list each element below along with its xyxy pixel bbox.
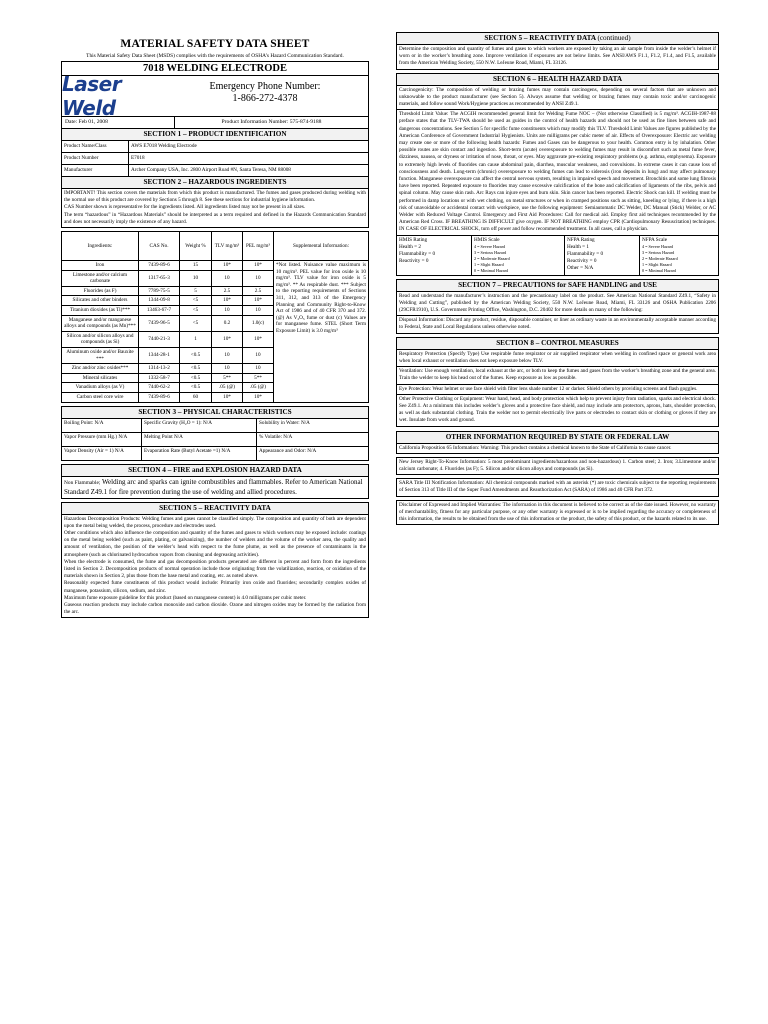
- table-cell: 7440-62-2: [139, 383, 180, 393]
- table-cell: 5: [180, 286, 212, 296]
- laser-weld-logo: Laser Weld: [62, 72, 122, 120]
- table-cell: 7439-89-6: [139, 261, 180, 271]
- rating-line: 0 = Minimal Hazard: [474, 267, 509, 273]
- table-cell: Zinc and/or zinc oxides***: [62, 364, 139, 374]
- table-cell: <0.5: [180, 347, 212, 363]
- table-cell: <5: [180, 305, 212, 315]
- table-cell: 10*: [243, 261, 274, 271]
- column-header: Ingredients:: [62, 232, 139, 261]
- table-cell: Vapor Pressure (mm Hg.) N/A: [62, 432, 142, 446]
- supplemental-info: *Not listed. Nuisance value maximum is 10 mg/m³. PEL value for iron oxide is 10 mg/m³. TLV value for iron oxide is 5 mg/m³. ** As respirable dust. *** Subject to the reporting requirements of Sections 311, 312, and 313 of the Emergency Planning and Community Right-to-Know Act of 1986 and of 40 CFR 370 and 372. (@) As V₂O₅ fume or dust (c) Values are for manganese fume. STEL (Short Term Exposure Limit) is 3.0 mg/m³: [274, 261, 369, 403]
- header-block: [61, 72, 369, 120]
- disposal-text: Disposal Information: Discard any product, residue, disposable container, or liner as ordinary waste in an environmentally acceptable manner according to Federal, State and Local Regulations unless otherwise noted.: [396, 315, 719, 333]
- section-4-heading: SECTION 4 – FIRE and EXPLOSION HAZARD DATA: [61, 464, 369, 477]
- heading-suffix: (continued): [597, 34, 631, 42]
- table-cell: Carbon steel core wire: [62, 392, 139, 402]
- rating-line: Reactivity = 0: [399, 257, 429, 264]
- table-cell: Iron: [62, 261, 139, 271]
- heading-text: SECTION 5 – REACTIVITY DATA: [484, 34, 596, 42]
- table-cell: Mineral silicates: [62, 373, 139, 383]
- fire-text: Welding arc and sparks can ignite combustibles and flammables. Refer to American National Standard Z49.1 for fire prevention during the use of welding and allied procedures.: [64, 477, 363, 496]
- paragraph: When the electrode is consumed, the fume and gas decomposition products generated are different in percent and form from the ingredients listed in Section 2. Decomposition products of normal operation include those originating from the volatilization, reaction, or oxidation of the materials shown in Section 2, plus those from the base metal and coating, etc. as noted above.: [64, 558, 366, 580]
- physical-table: [61, 418, 369, 461]
- ingredients-body: [62, 261, 369, 403]
- product-title: 7018 WELDING ELECTRODE: [61, 61, 369, 76]
- table-row: [62, 432, 369, 446]
- table-cell: Boiling Point: N/A: [62, 418, 142, 432]
- rating-line: 2 = Moderate Hazard: [642, 255, 678, 261]
- table-cell: Titanium dioxides (as Ti)***: [62, 305, 139, 315]
- nfpa-rating: [565, 235, 640, 275]
- table-cell: Melting Point N/A: [142, 432, 257, 446]
- table-cell: 10*: [212, 331, 243, 347]
- table-cell: <5: [180, 296, 212, 306]
- section-1-heading: SECTION 1 – PRODUCT IDENTIFICATION: [61, 128, 369, 141]
- table-row: [62, 141, 369, 153]
- respiratory-text: Respiratory Protection (Specify Type) Use respirable fume respirator or air supplied respirator when welding in confined space or general work area when local exhaust or ventilation does not keep exposure below TLV.: [396, 349, 719, 367]
- table-cell: 10: [212, 364, 243, 374]
- table-cell: 10*: [243, 296, 274, 306]
- paragraph: Other conditions which also influence the composition and quantity of the fumes and gases to which workers may be exposed include: coatings on the metal being welded (such as paint, plating, or galvanizing), the number of welders and the volume of the worker area, the quality and amount of ventilation, the position of the welder’s head with respect to the fume plume, as well as the presence of contaminants in the atmosphere (such as chlorinated hydrocarbon vapors from cleaning and degreasing activities).: [64, 529, 366, 558]
- table-cell: 1.0(c): [243, 315, 274, 331]
- paragraph: IMPORTANT! This section covers the materials from which this product is manufactured. The fumes and gases produced during welding with the normal use of this product are covered by Sections 5 through 8. See these sections for industrial hygiene information.: [64, 190, 366, 204]
- table-cell: 10: [243, 347, 274, 363]
- table-cell: 10*: [212, 392, 243, 402]
- emergency-contact: [162, 76, 368, 116]
- table-cell: 2.5: [243, 286, 274, 296]
- table-cell: 10: [243, 364, 274, 374]
- table-cell: Solubility in Water: N/A: [257, 418, 369, 432]
- section-8-heading: SECTION 8 – CONTROL MEASURES: [396, 337, 719, 350]
- rating-line: Flammability = 0: [399, 250, 436, 257]
- rating-line: 1 = Slight Hazard: [474, 261, 504, 267]
- section-2-heading: SECTION 2 – HAZARDOUS INGREDIENTS: [61, 176, 369, 189]
- rating-line: 4 = Severe Hazard: [642, 243, 674, 249]
- emergency-phone: 1-866-272-4378: [232, 93, 298, 104]
- paragraph: The term “hazardous” in “Hazardous Materials” should be interpreted as a term required and defined in the Hazards Communication Standard and does not necessarily imply the existence of any hazard.: [64, 211, 366, 225]
- paragraph: CAS Number shown is representative for the ingredients listed. All ingredients listed may not be present in all sizes.: [64, 204, 306, 211]
- threshold-text: Threshold Limit Value: The ACGIH recommended general limit for Welding Fume NOC – (Not otherwise Classified) is 5 mg/m³. ACGIH-1987-88 preface states that the TLV-TWA should be used as guides in the control of health hazards and should not be used as fine lines between safe and dangerous concentrations. See Section 5 for specific fume constituents which may modify this TLV. Threshold Limit Values are figures published by the American Conference of Government Industrial Hygienists. Units are milligrams per cubic meter of air. Effects of Overexposure: Electric arc welding may create one or more of the following health hazards: Fumes and Gases can be dangerous to your health. Common entry is by inhalation. Other possible routes are skin contact and ingestion. Short-term (acute) overexposure to welding fumes may result in discomfort such as metal fume fever, dizziness, nausea, or dryness or irritation of nose, throat, or eyes. May aggravate pre-existing respiratory problems (e.g. asthma, emphysema). Exposure to extremely high levels of fluorides can cause abdominal pain, diarrhea, muscular weakness, and convulsions. In extreme cases it can cause loss of consciousness and death. Long-term (chronic) overexposure to welding fumes can lead to siderosis (iron deposits in lung) and may affect pulmonary function. Manganese overexposure can affect the central nervous system, resulting in impaired speech and movement. Bronchitis and some lung fibrosis have been reported. Repeated exposure to fluorides may cause excessive calcification of the bone and calcification of ligaments of the ribs, pelvis and spinal column. May cause skin rash. Arc Rays can injure eyes and burn skin. Skin cancer has been reported. Electric Shock can kill. If welding must be performed in damp locations or with wet clothing, on metal structures or when in cramped positions such as sitting, kneeling or lying, if there is a high risk of unavoidable or accidental contact with workpiece, use the following equipment: Semiautomatic DC Welder, DC Manual (Stick) Welder, or AC Welder with Reduced Voltage Control. Emergency and First Aid Procedures: Call for medical aid. Employ first aid techniques recommended by the American Red Cross. IF BREATHING IS DIFFICULT give oxygen. IF NOT BREATHING employ CPR (Cardiopulmonary Resuscitation) techniques. IN CASE OF ELECTRICAL SHOCK, turn off power and follow recommended treatment. In all cases, call a physician.: [396, 109, 719, 235]
- table-row: [62, 418, 369, 432]
- section-3-heading: SECTION 3 – PHYSICAL CHARACTERISTICS: [61, 406, 369, 419]
- new-jersey-text: New Jersey Right-To-Know Information: 5 most predominant ingredients/hazardous and non-hazardous) 1. Carbon steel; 2. Iron; 3.Limestone and/or calcium carbonate; 4. Fluorides (as F); 5. Silicon and/or silicon alloys and compounds (as Si).: [396, 457, 719, 475]
- handling-text: Read and understand the manufacturer’s instruction and the precautionary label on the product. See American National Standard Z49.1, “Safety in Welding and Cutting”, published by the American Welding Society, 550 N.W. LeJeune Road, Miami, FL 33126 and OSHA Publication 2206 (29CFR1910), U.S. Government Printing Office, Washington, D.C. 20402 for more details on many of the following:: [396, 291, 719, 317]
- product-id-table: [61, 140, 369, 177]
- nfpa-scale: [640, 235, 719, 275]
- table-header-row: [62, 232, 369, 261]
- california-text: California Proposition 65 Information: Warning: This product contains a chemical known to the State of California to cause cancer.: [396, 443, 719, 454]
- rating-line: 4 = Severe Hazard: [474, 243, 506, 249]
- table-cell: Product Name/Class: [62, 141, 129, 153]
- table-cell: 1: [180, 331, 212, 347]
- hmis-scale: [472, 235, 565, 275]
- table-cell: Fluorides (as F): [62, 286, 139, 296]
- other-info-heading: OTHER INFORMATION REQUIRED BY STATE OR FEDERAL LAW: [396, 431, 719, 444]
- table-cell: 13463-67-7: [139, 305, 180, 315]
- rating-line: Health = 2: [399, 243, 421, 250]
- sara-text: SARA Title III Notification Information: All chemical compounds marked with an asterisk (*) are toxic chemicals subject to the reporting requirements of Section 313 of Title III of the Super Fund Amendments and Reauthorization Act (SARA) of 1986 and 40 CFR Part 372.: [396, 478, 719, 496]
- section-5-heading: SECTION 5 – REACTIVITY DATA: [61, 502, 369, 515]
- table-cell: 60: [180, 392, 212, 402]
- reactivity-cont-text: Determine the composition and quantity of fumes and gases to which workers are exposed by taking an air sample from inside the welder’s helmet if worn or in the worker’s breathing zone. Improve ventilation if exposures are not below limits. See ANSI/AWS F1.1, F1.2, F1.4, and F1.5, available from the American Welding Society, 550 N.W. LeJeune Road, Miami, FL 33126.: [396, 44, 719, 70]
- table-row: [62, 446, 369, 460]
- fire-hazard-text: [61, 476, 369, 499]
- table-cell: <0.5: [180, 373, 212, 383]
- date-row: [61, 116, 369, 129]
- carcinogenicity-text: Carcinogenicity: The composition of welding or brazing fumes may contain carcinogens, depending on several factors that are unknown and unknowable to the product manufacturer (see Section 5). Always assume that welding or brazing fumes may contain toxic and/or carcinogenic materials, and follow sound Work/Hygiene practices as recommended by ANSI Z49.1.: [396, 85, 719, 111]
- table-cell: Archer Company USA, Inc. 2800 Airport Road #N, Santa Teresa, NM 88008: [129, 165, 369, 177]
- table-cell: 10: [180, 270, 212, 286]
- table-cell: 10*: [212, 296, 243, 306]
- table-cell: 10: [212, 347, 243, 363]
- table-cell: Specific Gravity (H₂O = 1): N/A: [142, 418, 257, 432]
- table-cell: 10*: [243, 331, 274, 347]
- table-cell: 7440-21-3: [139, 331, 180, 347]
- table-cell: 5**: [212, 373, 243, 383]
- eye-protection-text: Eye Protection: Wear helmet or use face shield with filter lens shade number 12 or darker. Shield others by providing screens and flash goggles.: [396, 384, 719, 395]
- table-cell: 1344-09-8: [139, 296, 180, 306]
- emergency-label: Emergency Phone Number:: [209, 81, 321, 92]
- table-cell: <0.5: [180, 383, 212, 393]
- rating-line: 3 = Serious Hazard: [474, 249, 507, 255]
- rating-line: 1 = Slight Hazard: [642, 261, 672, 267]
- right-column: [396, 33, 719, 525]
- rating-line: Flammability = 0: [567, 250, 604, 257]
- table-cell: Silicon and/or silicon alloys and compounds (as Si): [62, 331, 139, 347]
- table-cell: 7439-96-5: [139, 315, 180, 331]
- paragraph: Maximum fume exposure guideline for this product (based on manganese content) is 4.0 milligrams per cubic meter.: [64, 594, 307, 601]
- table-cell: Appearance and Odor: N/A: [257, 446, 369, 460]
- table-cell: 15: [180, 261, 212, 271]
- table-cell: <0.5: [180, 364, 212, 374]
- table-cell: .05 (@): [212, 383, 243, 393]
- paragraph: Reasonably expected fume constituents of this product would include: Primarily iron oxide and fluorides; secondarily complex oxides of manganese, potassium, silicon, sodium, and zinc.: [64, 580, 366, 594]
- table-cell: AWS E7018 Welding Electrode: [129, 141, 369, 153]
- table-cell: 10: [212, 270, 243, 286]
- column-header: TLV mg/m³: [212, 232, 243, 261]
- table-cell: Product Number: [62, 153, 129, 165]
- table-cell: 1332-58-7: [139, 373, 180, 383]
- table-cell: Vanadium alloys (as V): [62, 383, 139, 393]
- table-cell: .05 (@): [243, 383, 274, 393]
- table-cell: Manganese and/or manganese alloys and compounds (as Mn)***: [62, 315, 139, 331]
- table-row: [62, 261, 369, 271]
- table-cell: 5**: [243, 373, 274, 383]
- section-7-heading: SECTION 7 – PRECAUTIONS for SAFE HANDLING and USE: [396, 279, 719, 292]
- clothing-text: Other Protective Clothing or Equipment: Wear hand, head, and body protection which help to prevent injury from radiation, sparks and electrical shock. See Z49.1. At a minimum this includes welder’s gloves and a protective face shield, and may include arm protectors, aprons, hats, shoulder protection, as well as dark substantial clothing. Train the welder not to permit electrically live parts or electrodes to contact skin or clothing or gloves if they are wet. Insulate from work and ground.: [396, 394, 719, 427]
- table-cell: <5: [180, 315, 212, 331]
- section-2-intro: [61, 188, 369, 228]
- table-cell: % Volatile: N/A: [257, 432, 369, 446]
- hmis-rating: [397, 235, 472, 275]
- table-row: [62, 153, 369, 165]
- table-cell: 1314-13-2: [139, 364, 180, 374]
- table-cell: E7018: [129, 153, 369, 165]
- table-cell: 2.5: [212, 286, 243, 296]
- product-info-number: Product Information Number: 575-874-9188: [221, 119, 322, 125]
- section-6-heading: SECTION 6 – HEALTH HAZARD DATA: [396, 73, 719, 86]
- fire-lead: Non Flammable;: [64, 479, 101, 486]
- table-cell: 7439-89-6: [139, 392, 180, 402]
- paragraph: Gaseous reaction products may include carbon monoxide and carbon dioxide. Ozone and nitrogen oxides may be formed by the radiation from the arc.: [64, 601, 366, 616]
- reactivity-text: [61, 514, 369, 619]
- rating-line: Other = N/A: [567, 264, 594, 271]
- paragraph: Hazardous Decomposition Products: Welding fumes and gases cannot be classified simply. The composition and quantity of both are dependent upon the metal being welded, the process, procedure and electrodes used.: [64, 515, 366, 529]
- rating-line: 0 = Minimal Hazard: [642, 267, 677, 273]
- table-cell: Silicates and other binders: [62, 296, 139, 306]
- rating-heading: NFPA Scale: [642, 236, 668, 243]
- ratings-table: [396, 235, 719, 276]
- rating-line: Health = 1: [567, 243, 589, 250]
- table-row: [62, 165, 369, 177]
- rating-line: Reactivity = 0: [567, 257, 597, 264]
- table-cell: Manufacturer: [62, 165, 129, 177]
- table-cell: 10: [243, 305, 274, 315]
- table-cell: 10*: [243, 392, 274, 402]
- column-header: Weight %: [180, 232, 212, 261]
- table-cell: 1344-28-1: [139, 347, 180, 363]
- ventilation-text: Ventilation: Use enough ventilation, local exhaust at the arc, or both to keep the fumes and gases from the worker’s breathing zone and the general area. Train the welder to keep his head out of the fumes. Keep exposure as low as possible.: [396, 366, 719, 384]
- table-row: [397, 235, 719, 275]
- table-cell: Vapor Density (Air = 1) N/A: [62, 446, 142, 460]
- rating-line: 3 = Serious Hazard: [642, 249, 675, 255]
- rating-heading: HMIS Rating: [399, 236, 428, 243]
- table-cell: Limestone and/or calcium carbonate: [62, 270, 139, 286]
- column-header: CAS No.: [139, 232, 180, 261]
- disclaimer-text: Disclaimer of Expressed and Implied Warranties: The information in this document is believed to be correct as of the date issued. However, no warranty of merchantability, fitness for any particular purpose, or any other warranty is expressed or is to be implied regarding the accuracy or completeness of this information, the results to be obtained from the use of this information or the product, the safety of this product, or the hazards related to its use.: [396, 500, 719, 526]
- column-header: PEL mg/m³: [243, 232, 274, 261]
- table-cell: 0.2: [212, 315, 243, 331]
- table-cell: 7789-75-5: [139, 286, 180, 296]
- ingredients-table: [61, 231, 369, 403]
- rating-line: 2 = Moderate Hazard: [474, 255, 510, 261]
- rating-heading: NFPA Rating: [567, 236, 595, 243]
- page-title: MATERIAL SAFETY DATA SHEET: [120, 38, 310, 50]
- table-cell: 10: [212, 305, 243, 315]
- table-cell: Evaporation Rate (Butyl Acetate =1) N/A: [142, 446, 257, 460]
- table-cell: 10*: [212, 261, 243, 271]
- table-cell: 10: [243, 270, 274, 286]
- left-column: [61, 0, 369, 618]
- table-cell: 1317-65-3: [139, 270, 180, 286]
- compliance-note: This Material Safety Data Sheet (MSDS) complies with the requirements of OSHA’s Hazard Communication Standard.: [86, 53, 344, 59]
- column-header: Supplemental Information:: [274, 232, 369, 261]
- rating-heading: HMIS Scale: [474, 236, 500, 243]
- table-cell: Aluminum oxide and/or Bauxite ***: [62, 347, 139, 363]
- issue-date: Date: Feb 01, 2008: [62, 117, 175, 128]
